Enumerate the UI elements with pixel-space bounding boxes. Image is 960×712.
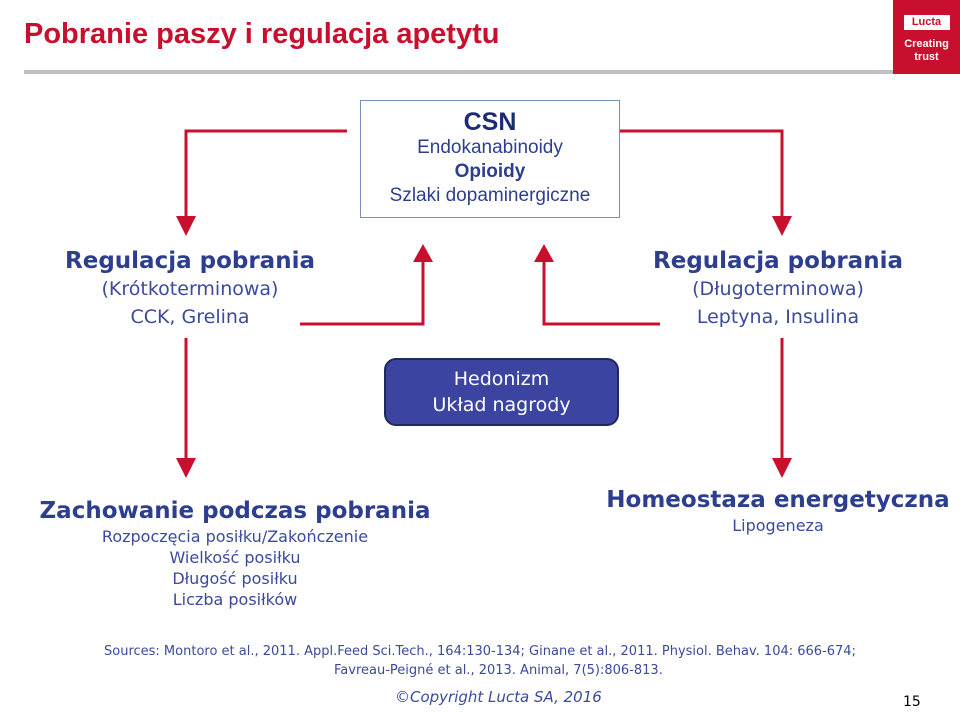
arrowhead-long-term [772,216,792,236]
sources-line-1: Sources: Montoro et al., 2011. Appl.Feed Sci.Tech., 164:130-134; Ginane et al., 2011. Physiol. Behav. 104: 666-674; [104,644,856,659]
copyright-notice: ©Copyright Lucta SA, 2016 [395,688,602,706]
feeding-title: Zachowanie podczas pobrania [39,498,431,524]
feeding-behavior [20,496,450,610]
feeding-item: Długość posiłku [172,569,298,588]
short-term-subtitle: (Krótkoterminowa) [101,278,279,300]
arrowhead-homeostasis [772,458,792,478]
arrow-csn-to-short-term [186,131,347,218]
feeding-item: Rozpoczęcia posiłku/Zakończenie [101,527,369,546]
arrowhead-hedonism-left [413,244,433,262]
hedonism-line-2: Układ nagrody [432,394,571,416]
page-number: 15 [903,694,921,710]
csn-line-3: Szlaki dopaminergiczne [389,185,591,206]
logo-brand: Lucta [904,15,950,30]
hedonism-box [384,358,619,426]
sources-citation [104,642,856,680]
energy-homeostasis [598,485,958,536]
logo-tagline-1: Creating [904,38,949,50]
homeostasis-title: Homeostaza energetyczna [606,487,950,513]
short-term-regulation [40,246,340,330]
short-term-title: Regulacja pobrania [65,248,315,274]
arrowhead-short-term [176,216,196,236]
logo-tagline-2: trust [914,51,939,63]
csn-box [360,100,620,218]
feeding-item: Liczba posiłków [172,590,298,609]
csn-title: CSN [463,108,517,136]
csn-line-2: Opioidy [454,161,526,182]
arrowhead-hedonism-right [534,244,554,262]
long-term-regulation [618,246,938,330]
short-term-detail: CCK, Grelina [130,306,250,328]
homeostasis-detail: Lipogeneza [732,516,824,535]
hedonism-line-1: Hedonizm [453,368,550,390]
long-term-subtitle: (Długoterminowa) [692,278,864,300]
sources-line-2: Favreau-Peigné et al., 2013. Animal, 7(5):806-813. [334,663,663,678]
arrowhead-feeding [176,458,196,478]
page-title: Pobranie paszy i regulacja apetytu [24,18,500,50]
arrow-csn-to-long-term [620,131,782,218]
long-term-title: Regulacja pobrania [653,248,903,274]
long-term-detail: Leptyna, Insulina [696,306,860,328]
csn-line-1: Endokanabinoidy [417,137,563,158]
feeding-item: Wielkość posiłku [169,548,301,567]
